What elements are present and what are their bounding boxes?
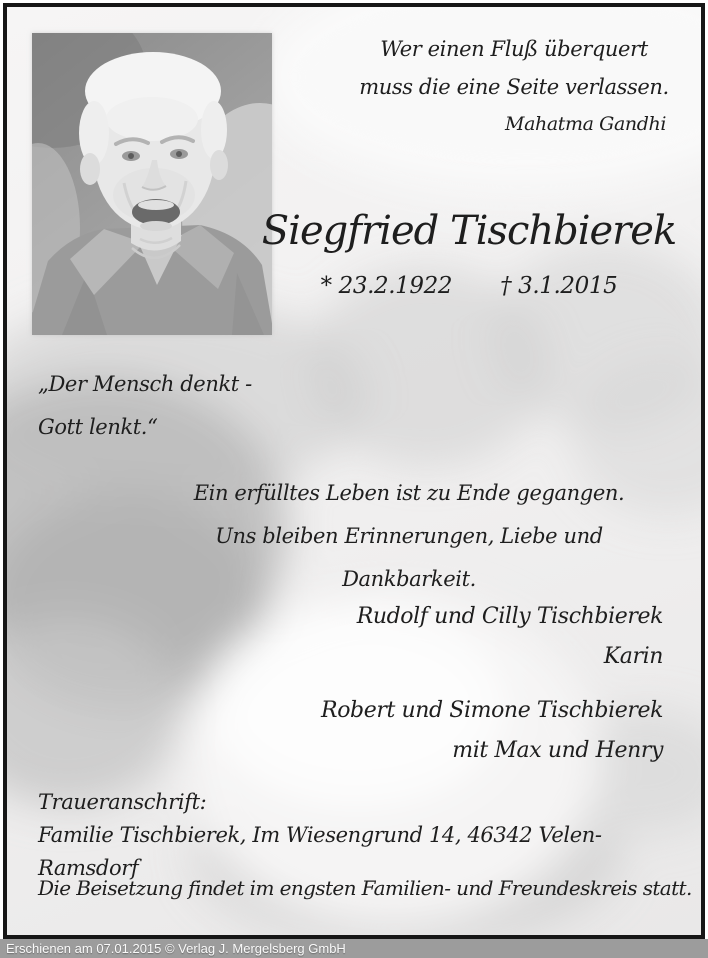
mourner-line: Rudolf und Cilly Tischbierek: [356, 604, 663, 629]
deceased-block: [259, 201, 679, 299]
publisher-footer: [0, 939, 708, 958]
opening-quote-line1: Wer einen Fluß überquert: [380, 37, 648, 61]
funeral-note: Die Beisetzung findet im engsten Familien- und Freundeskreis statt.: [38, 876, 692, 900]
mourners-list: [321, 597, 663, 771]
publisher-footer-text: Erschienen am 07.01.2015 © Verlag J. Mergelsberg GmbH: [6, 941, 346, 956]
tribute-text: [155, 472, 663, 601]
tribute-line1: Ein erfülltes Leben ist zu Ende gegangen.: [193, 481, 625, 505]
family-quote-line1: „Der Mensch denkt -: [38, 372, 252, 396]
deceased-name: Siegfried Tischbierek: [261, 208, 677, 254]
notice-frame: [3, 3, 705, 939]
portrait-photo: [32, 33, 272, 335]
mourner-line: mit Max und Henry: [452, 738, 663, 763]
life-dates: [259, 273, 679, 299]
condolence-address: [38, 786, 701, 885]
condolence-address-label: Traueranschrift:: [38, 790, 207, 814]
family-quote-line2: Gott lenkt.“: [38, 415, 158, 439]
quote-attribution: Mahatma Gandhi: [505, 113, 666, 135]
condolence-address-value: Familie Tischbierek, Im Wiesengrund 14, 46342 Velen-Ramsdorf: [38, 823, 602, 880]
opening-quote-line2: muss die eine Seite verlassen.: [359, 75, 669, 99]
mourner-line: Karin: [603, 644, 663, 669]
birth-date: * 23.2.1922: [320, 273, 453, 299]
portrait-illustration: [32, 33, 272, 335]
tribute-line2: Uns bleiben Erinnerungen, Liebe und Dankbarkeit.: [215, 524, 603, 591]
death-date: † 3.1.2015: [500, 273, 618, 299]
mourner-line: Robert und Simone Tischbierek: [321, 698, 663, 723]
family-quote: [38, 363, 252, 449]
opening-quote: [358, 30, 670, 139]
